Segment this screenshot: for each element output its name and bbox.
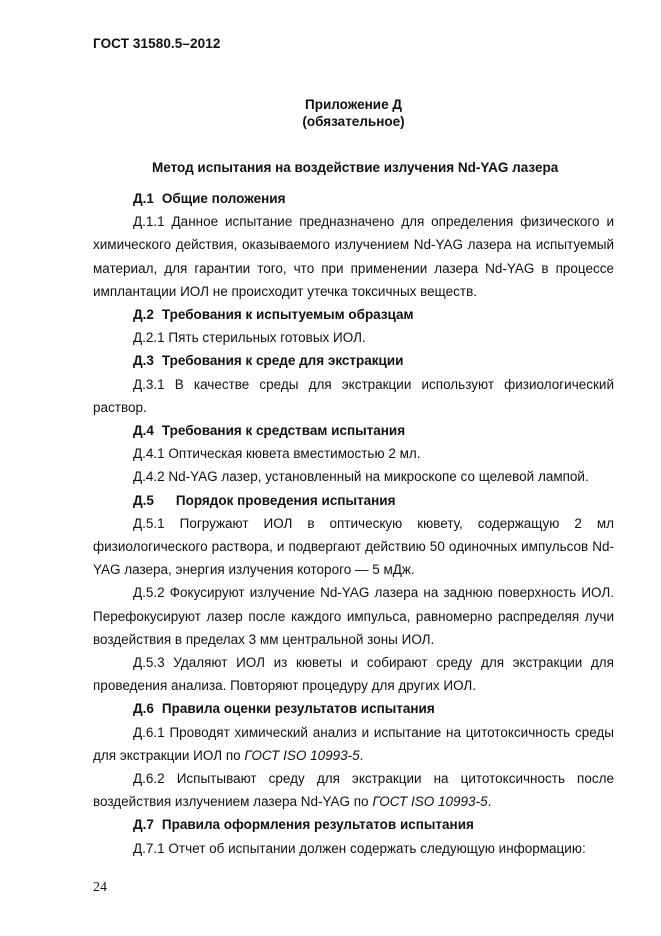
document-body bbox=[93, 187, 614, 860]
section-heading bbox=[93, 349, 614, 372]
paragraph-text: Д.5.1 Погружают ИОЛ в оптическую кювету, содержащую 2 мл физиологического раствора, и подвергают действию 50 одиночных импульсов Nd-YAG лазера, энергия излучения которого — 5 мДж. bbox=[93, 515, 614, 578]
paragraph bbox=[93, 512, 614, 582]
standard-reference: ГОСТ ISO 10993-5 bbox=[244, 747, 360, 763]
paragraph-tail: . bbox=[359, 747, 364, 763]
paragraph bbox=[93, 373, 614, 419]
paragraph bbox=[93, 767, 614, 813]
paragraph-tail: . bbox=[487, 794, 492, 810]
paragraph bbox=[93, 581, 614, 651]
section-number: Д.4 bbox=[133, 423, 154, 439]
section-number: Д.3 bbox=[133, 353, 154, 369]
section-title: Требования к испытуемым образцам bbox=[161, 307, 414, 323]
section-title: Требования к среде для экстракции bbox=[161, 353, 404, 369]
paragraph-text: Д.4.1 Оптическая кювета вместимостью 2 мл. bbox=[133, 446, 421, 462]
section-title: Общие положения bbox=[161, 191, 286, 206]
paragraph bbox=[93, 210, 614, 303]
appendix-heading bbox=[0, 96, 661, 130]
section-number: Д.1 bbox=[133, 191, 154, 206]
section-heading bbox=[93, 813, 614, 836]
document-code: ГОСТ 31580.5–2012 bbox=[93, 36, 221, 51]
section-heading bbox=[93, 697, 614, 720]
paragraph-text: Д.1.1 Данное испытание предназначено для определения физического и химического действия, оказываемого излучением Nd-YAG лазера на испытуемый материал, для гарантии того, что при применении лазера Nd-YAG в процессе имплантации ИОЛ не происходит утечка токсичных веществ. bbox=[93, 214, 614, 299]
section-heading bbox=[93, 187, 614, 210]
section-title: Правила оценки результатов испытания bbox=[161, 701, 435, 717]
section-number: Д.6 bbox=[133, 701, 154, 717]
section-number: Д.5 bbox=[133, 492, 154, 508]
paragraph bbox=[93, 651, 614, 697]
paragraph bbox=[93, 465, 614, 488]
paragraph-text: Д.5.2 Фокусируют излучение Nd-YAG лазера на заднюю поверхность ИОЛ. Перефокусируют лазер после каждого импульса, равномерно распределяя лучи воздействия в пределах 3 мм центральной зоны ИОЛ. bbox=[93, 585, 614, 647]
paragraph-text: Д.5.3 Удаляют ИОЛ из кюветы и собирают среду для экстракции для проведения анализа. Повторяют процедуру для других ИОЛ. bbox=[93, 655, 614, 694]
paragraph bbox=[93, 326, 614, 349]
paragraph-text: Д.6.1 Проводят химический анализ и испытание на цитотоксичность среды для экстракции ИОЛ по bbox=[93, 724, 614, 763]
section-heading bbox=[93, 419, 614, 442]
paragraph-text: Д.4.2 Nd-YAG лазер, установленный на микроскопе со щелевой лампой. bbox=[133, 469, 589, 485]
section-title: Правила оформления результатов испытания bbox=[161, 817, 474, 833]
section-number: Д.7 bbox=[133, 817, 154, 833]
paragraph-text: Д.7.1 Отчет об испытании должен содержать следующую информацию: bbox=[133, 840, 586, 856]
standard-reference: ГОСТ ISO 10993-5 bbox=[372, 794, 488, 810]
appendix-title: Приложение Д bbox=[305, 97, 402, 112]
section-heading bbox=[93, 489, 614, 512]
paragraph bbox=[93, 442, 614, 465]
paragraph-text: Д.6.2 Испытывают среду для экстракции на цитотоксичность после воздействия излучением лазера Nd-YAG по bbox=[93, 771, 614, 810]
paragraph bbox=[93, 721, 614, 767]
paragraph-text: Д.3.1 В качестве среды для экстракции используют физиологический раствор. bbox=[93, 376, 614, 415]
appendix-subtitle: (обязательное) bbox=[302, 114, 405, 129]
page-number: 24 bbox=[93, 880, 107, 895]
method-title: Метод испытания на воздействие излучения Nd-YAG лазера bbox=[152, 160, 559, 175]
section-heading bbox=[93, 303, 614, 326]
section-title: Порядок проведения испытания bbox=[175, 492, 396, 508]
section-title: Требования к средствам испытания bbox=[161, 423, 406, 439]
paragraph-text: Д.2.1 Пять стерильных готовых ИОЛ. bbox=[133, 330, 366, 346]
section-number: Д.2 bbox=[133, 307, 154, 323]
paragraph bbox=[93, 837, 614, 860]
